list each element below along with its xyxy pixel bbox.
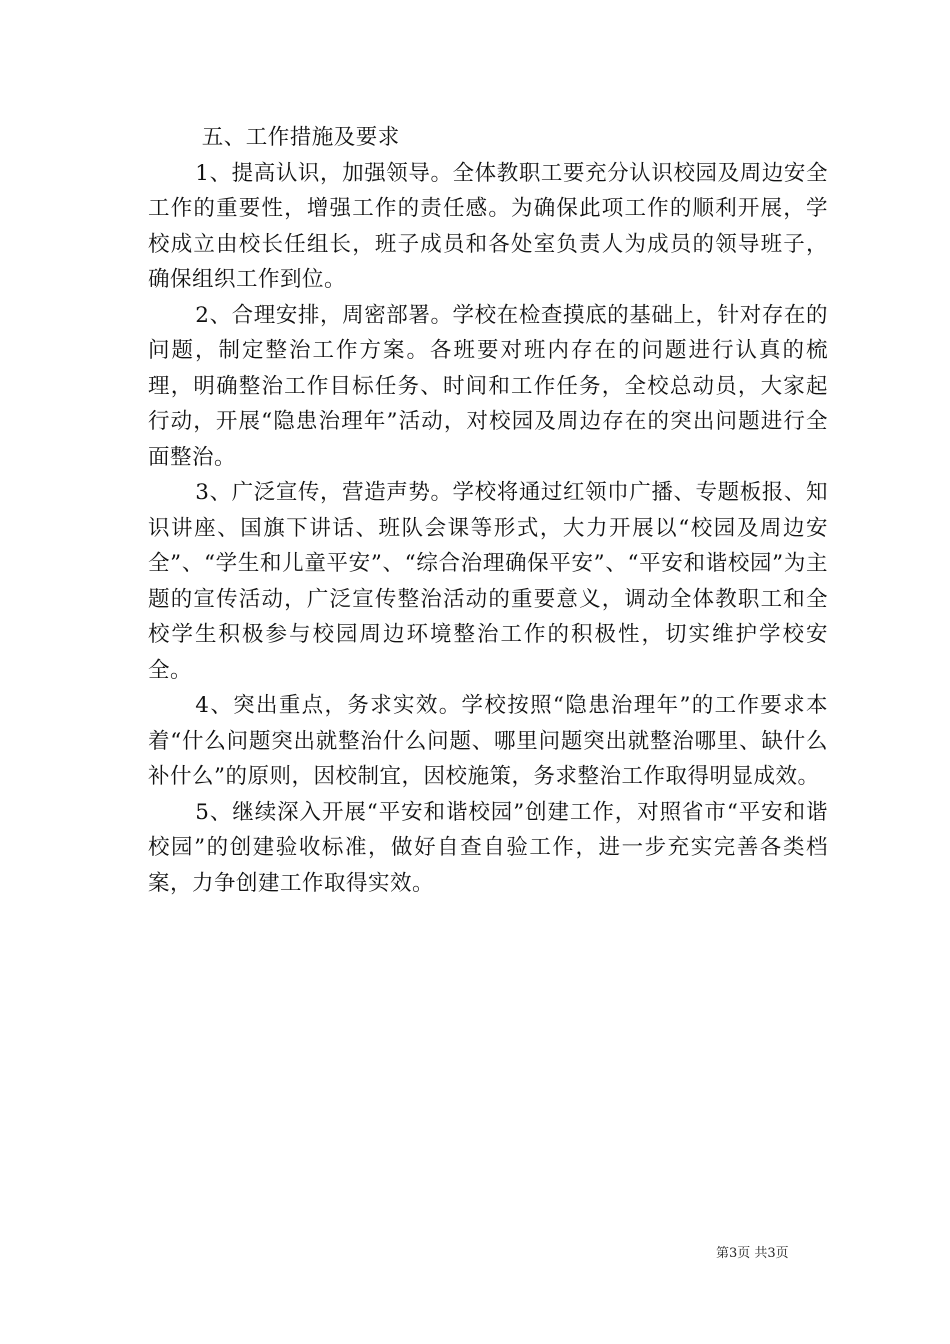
paragraph-3: 3、广泛宣传，营造声势。学校将通过红领巾广播、专题板报、知识讲座、国旗下讲话、班队会课等形式，大力开展以“校园及周边安全”、“学生和儿童平安”、“综合治理确保平安”、“平安和谐校园”为主题的宣传活动，广泛宣传整治活动的重要意义，调动全体教职工和全校学生积极参与校园周边环境整治工作的积极性，切实维护学校安全。 <box>148 480 828 683</box>
page-number: 第3页 共3页 <box>716 1246 789 1261</box>
paragraph-5: 5、继续深入开展“平安和谐校园”创建工作，对照省市“平安和谐校园”的创建验收标准，做好自查自验工作，进一步充实完善各类档案，力争创建工作取得实效。 <box>148 799 828 896</box>
paragraph-2: 2、合理安排，周密部署。学校在检查摸底的基础上，针对存在的问题，制定整治工作方案。各班要对班内存在的问题进行认真的梳理，明确整治工作目标任务、时间和工作任务，全校总动员，大家起行动，开展“隐患治理年”活动，对校园及周边存在的突出问题进行全面整治。 <box>148 302 828 470</box>
paragraph-4: 4、突出重点，务求实效。学校按照“隐患治理年”的工作要求本着“什么问题突出就整治什么问题、哪里问题突出就整治哪里、缺什么补什么”的原则，因校制宜，因校施策，务求整治工作取得明显成效。 <box>148 693 828 789</box>
document-body <box>148 120 828 901</box>
section-heading: 五、工作措施及要求 <box>201 125 400 150</box>
paragraph-1: 1、提高认识，加强领导。全体教职工要充分认识校园及周边安全工作的重要性，增强工作的责任感。为确保此项工作的顺利开展，学校成立由校长任组长，班子成员和各处室负责人为成员的领导班子，确保组织工作到位。 <box>148 160 828 292</box>
